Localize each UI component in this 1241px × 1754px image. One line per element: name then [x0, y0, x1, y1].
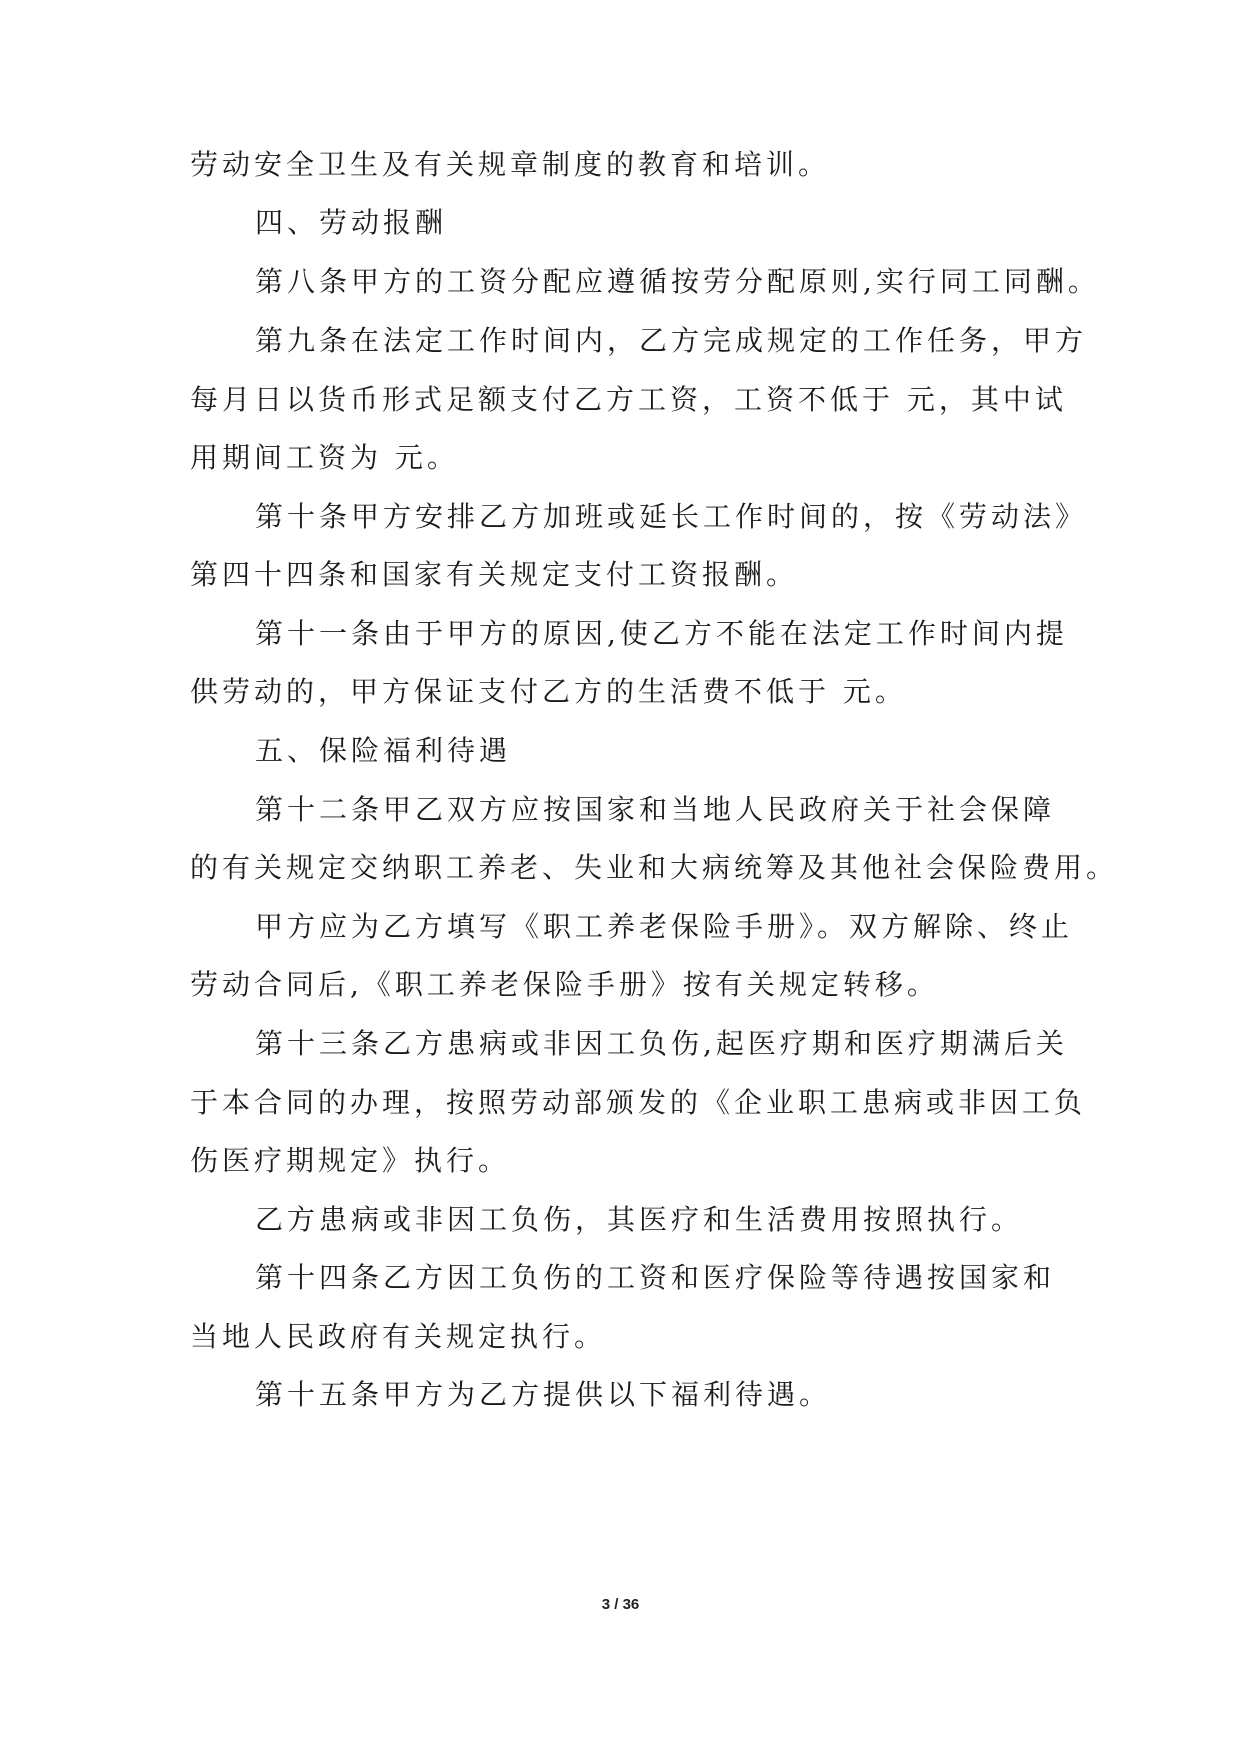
text-line: 第九条在法定工作时间内，乙方完成规定的工作任务，甲方	[255, 324, 1088, 357]
text-line: 第十二条甲乙双方应按国家和当地人民政府关于社会保障	[255, 793, 1056, 826]
text-line: 第十条甲方安排乙方加班或延长工作时间的，按《劳动法》	[255, 500, 1088, 533]
text-line: 用期间工资为 元。	[190, 441, 459, 474]
text-line: 第十一条由于甲方的原因,使乙方不能在法定工作时间内提	[255, 617, 1068, 650]
page-number: 3 / 36	[601, 1596, 640, 1613]
text-line: 第八条甲方的工资分配应遵循按劳分配原则,实行同工同酬。	[255, 265, 1100, 298]
text-line: 第四十四条和国家有关规定支付工资报酬。	[190, 558, 799, 591]
text-line: 乙方患病或非因工负伤，其医疗和生活费用按照执行。	[255, 1203, 1024, 1236]
text-line: 于本合同的办理，按照劳动部颁发的《企业职工患病或非因工负	[190, 1086, 1087, 1119]
section-heading: 五、保险福利待遇	[255, 734, 512, 767]
text-line: 第十五条甲方为乙方提供以下福利待遇。	[255, 1378, 832, 1411]
text-line: 伤医疗期规定》执行。	[190, 1144, 511, 1177]
text-line: 甲方应为乙方填写《职工养老保险手册》。双方解除、终止	[255, 910, 1074, 943]
text-line: 当地人民政府有关规定执行。	[190, 1320, 607, 1353]
text-line: 供劳动的，甲方保证支付乙方的生活费不低于 元。	[190, 675, 907, 708]
text-line: 的有关规定交纳职工养老、失业和大病统筹及其他社会保险费用。	[190, 851, 1119, 884]
text-line: 劳动合同后,《职工养老保险手册》按有关规定转移。	[190, 968, 939, 1001]
text-line: 第十三条乙方患病或非因工负伤,起医疗期和医疗期满后关	[255, 1027, 1068, 1060]
text-line: 第十四条乙方因工负伤的工资和医疗保险等待遇按国家和	[255, 1261, 1056, 1294]
text-line: 每月日以货币形式足额支付乙方工资，工资不低于 元，其中试	[190, 383, 1067, 416]
section-heading: 四、劳动报酬	[255, 206, 448, 239]
text-line: 劳动安全卫生及有关规章制度的教育和培训。	[190, 148, 831, 181]
